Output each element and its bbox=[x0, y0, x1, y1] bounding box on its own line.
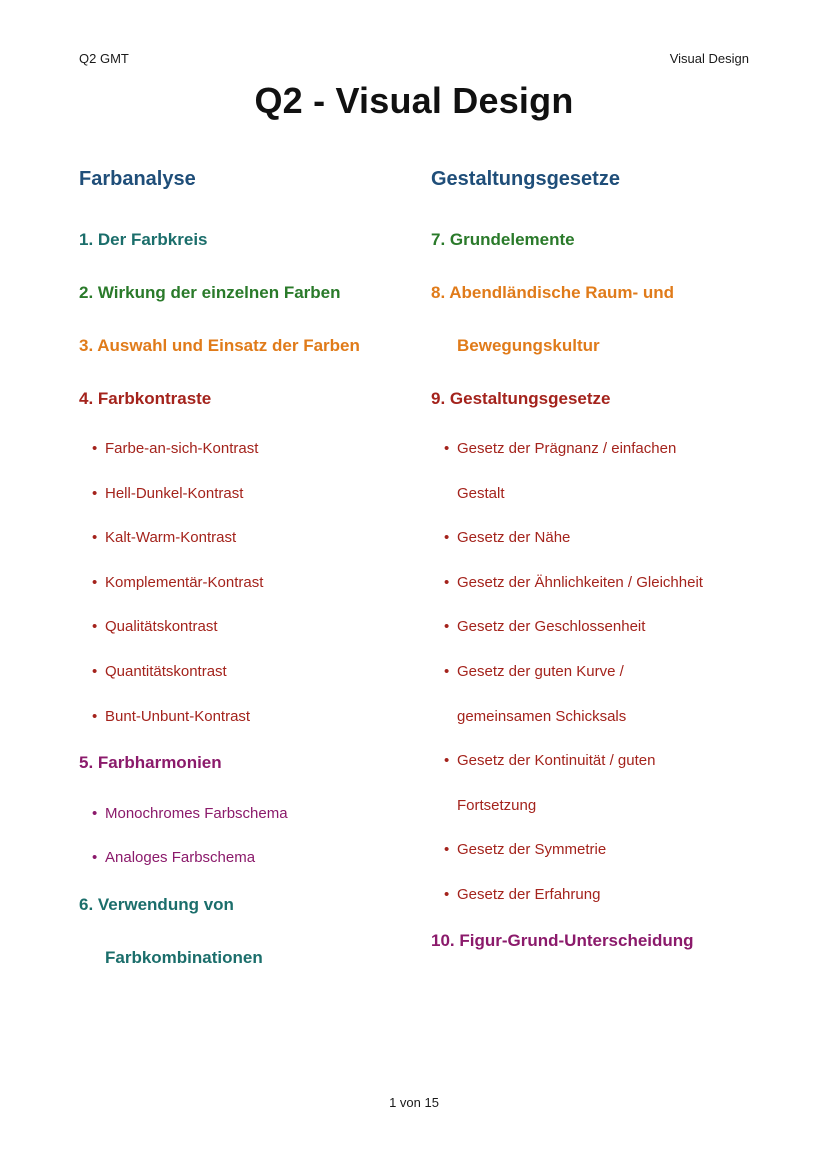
list-item: • Komplementär-Kontrast bbox=[92, 574, 264, 591]
header-left: Q2 GMT bbox=[79, 51, 129, 66]
list-item: • Qualitätskontrast bbox=[92, 618, 218, 635]
list-item: • Quantitätskontrast bbox=[92, 663, 227, 680]
list-item: • Monochromes Farbschema bbox=[92, 805, 288, 822]
list-item: • Gesetz der guten Kurve / bbox=[444, 663, 624, 680]
toc-item-1: 1. Der Farbkreis bbox=[79, 230, 208, 249]
toc-item-6: 6. Verwendung von bbox=[79, 895, 234, 914]
toc-item-6-continuation: Farbkombinationen bbox=[105, 948, 263, 967]
list-item: • Gesetz der Prägnanz / einfachen bbox=[444, 440, 677, 457]
list-item-continuation: Gestalt bbox=[457, 485, 505, 502]
list-item: • Gesetz der Symmetrie bbox=[444, 841, 607, 858]
section-heading-farbanalyse: Farbanalyse bbox=[79, 168, 196, 190]
toc-item-4: 4. Farbkontraste bbox=[79, 389, 212, 408]
toc-item-9: 9. Gestaltungsgesetze bbox=[431, 389, 611, 408]
page-number: 1 von 15 bbox=[389, 1095, 439, 1110]
list-item: • Farbe-an-sich-Kontrast bbox=[92, 440, 259, 457]
list-item: • Gesetz der Ähnlichkeiten / Gleichheit bbox=[444, 574, 703, 591]
toc-item-2: 2. Wirkung der einzelnen Farben bbox=[79, 283, 341, 302]
list-item-continuation: Fortsetzung bbox=[457, 797, 537, 814]
list-item: • Gesetz der Nähe bbox=[444, 529, 571, 546]
header-right: Visual Design bbox=[669, 51, 749, 66]
list-item: • Kalt-Warm-Kontrast bbox=[92, 529, 237, 546]
section-heading-gestaltungsgesetze: Gestaltungsgesetze bbox=[431, 168, 620, 190]
toc-item-7: 7. Grundelemente bbox=[431, 230, 575, 249]
toc-item-10: 10. Figur-Grund-Unterscheidung bbox=[431, 931, 694, 950]
toc-item-8: 8. Abendländische Raum- und bbox=[431, 283, 675, 302]
list-item: • Gesetz der Kontinuität / guten bbox=[444, 752, 656, 769]
list-item: • Hell-Dunkel-Kontrast bbox=[92, 485, 244, 502]
toc-item-8-continuation: Bewegungskultur bbox=[457, 336, 600, 355]
list-item: • Bunt-Unbunt-Kontrast bbox=[92, 708, 251, 725]
list-item: • Analoges Farbschema bbox=[92, 849, 256, 866]
list-item: • Gesetz der Erfahrung bbox=[444, 886, 601, 903]
toc-item-5: 5. Farbharmonien bbox=[79, 753, 222, 772]
list-item-continuation: gemeinsamen Schicksals bbox=[457, 708, 627, 725]
list-item: • Gesetz der Geschlossenheit bbox=[444, 618, 646, 635]
page-title: Q2 - Visual Design bbox=[254, 80, 574, 121]
toc-item-3: 3. Auswahl und Einsatz der Farben bbox=[79, 336, 360, 355]
